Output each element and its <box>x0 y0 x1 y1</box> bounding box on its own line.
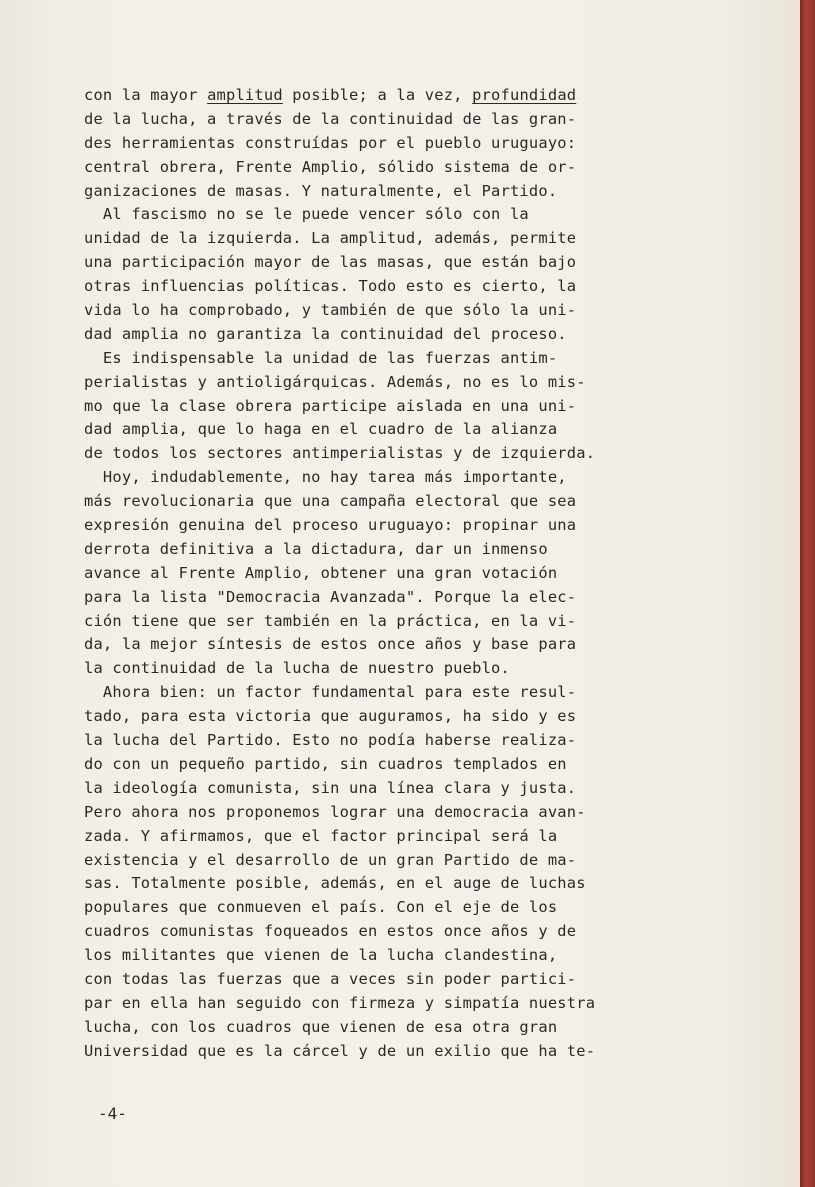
text-line: populares que conmueven el país. Con el eje de los <box>84 898 558 917</box>
text-line: de la lucha, a través de la continuidad de las gran- <box>84 109 577 128</box>
text-line: los militantes que vienen de la lucha clandestina, <box>84 946 558 965</box>
text-line: la lucha del Partido. Esto no podía haberse realiza- <box>84 731 577 750</box>
text-line: Hoy, indudablemente, no hay tarea más importante, <box>84 468 567 487</box>
text-line: par en ella han seguido con firmeza y simpatía nuestra <box>84 993 596 1012</box>
text-line: perialistas y antioligárquicas. Además, no es lo mis- <box>84 372 586 391</box>
text-line: de todos los sectores antimperialistas y de izquierda. <box>84 444 596 463</box>
text-line: Ahora bien: un factor fundamental para este resul- <box>84 683 577 702</box>
text-line: ción tiene que ser también en la práctica, en la vi- <box>84 611 577 630</box>
text-line: des herramientas construídas por el pueblo uruguayo: <box>84 133 577 152</box>
page-number: -4- <box>98 1104 127 1123</box>
text-line: lucha, con los cuadros que vienen de esa otra gran <box>84 1017 558 1036</box>
text-line: para la lista "Democracia Avanzada". Porque la elec- <box>84 587 577 606</box>
text-line: una participación mayor de las masas, que están bajo <box>84 253 577 272</box>
text-line: dad amplia no garantiza la continuidad del proceso. <box>84 324 567 343</box>
text-line: Al fascismo no se le puede vencer sólo con la <box>84 205 529 224</box>
text-line: vida lo ha comprobado, y también de que sólo la uni- <box>84 301 577 320</box>
page-edge <box>800 0 815 1187</box>
text-line: da, la mejor síntesis de estos once años y base para <box>84 635 577 654</box>
text-line: avance al Frente Amplio, obtener una gran votación <box>84 563 558 582</box>
text-line: zada. Y afirmamos, que el factor principal será la <box>84 826 558 845</box>
text-line: tado, para esta victoria que auguramos, ha sido y es <box>84 707 577 726</box>
text-line: Universidad que es la cárcel y de un exilio que ha te- <box>84 1041 596 1060</box>
text-line: con todas las fuerzas que a veces sin poder partici- <box>84 969 577 988</box>
text-line: ganizaciones de masas. Y naturalmente, el Partido. <box>84 181 558 200</box>
text-line: central obrera, Frente Amplio, sólido sistema de or- <box>84 157 577 176</box>
text-line: sas. Totalmente posible, además, en el auge de luchas <box>84 874 586 893</box>
text-line: derrota definitiva a la dictadura, dar un inmenso <box>84 539 548 558</box>
text-line: mo que la clase obrera participe aislada en una uni- <box>84 396 577 415</box>
text-line: Pero ahora nos proponemos lograr una democracia avan- <box>84 802 586 821</box>
text-line: Es indispensable la unidad de las fuerzas antim- <box>84 348 558 367</box>
text-line: expresión genuina del proceso uruguayo: propinar una <box>84 516 577 535</box>
text-line: con la mayor amplitud posible; a la vez, profundidad <box>84 86 577 104</box>
body-text <box>84 84 744 1064</box>
text-line: cuadros comunistas foqueados en estos once años y de <box>84 922 577 941</box>
text-line: dad amplia, que lo haga en el cuadro de la alianza <box>84 420 558 439</box>
text-line: la ideología comunista, sin una línea clara y justa. <box>84 778 577 797</box>
text-line: unidad de la izquierda. La amplitud, además, permite <box>84 229 577 248</box>
text-line: otras influencias políticas. Todo esto es cierto, la <box>84 277 577 296</box>
text-line: existencia y el desarrollo de un gran Partido de ma- <box>84 850 577 869</box>
text-line: do con un pequeño partido, sin cuadros templados en <box>84 754 567 773</box>
text-line: la continuidad de la lucha de nuestro pueblo. <box>84 659 510 678</box>
text-line: más revolucionaria que una campaña electoral que sea <box>84 492 577 511</box>
